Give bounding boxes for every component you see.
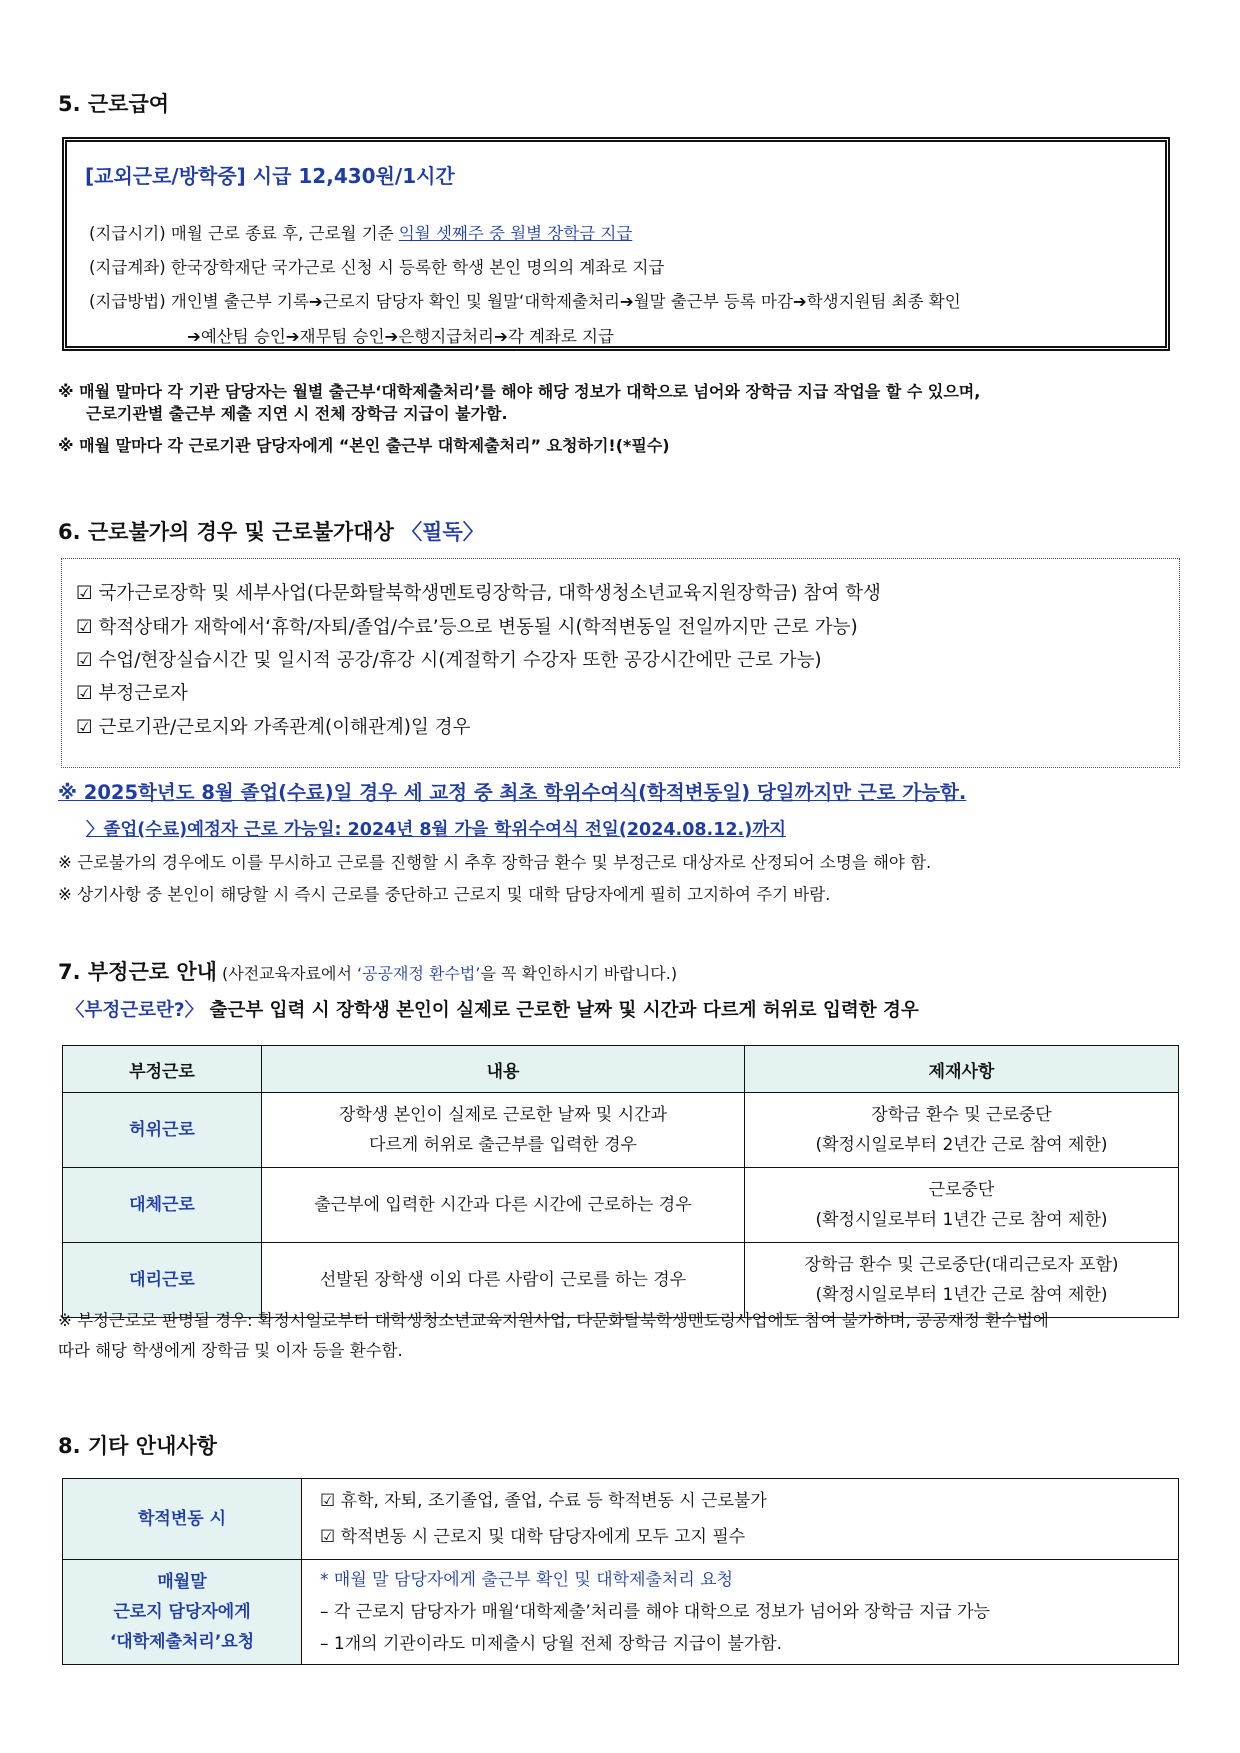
fraud-content (262, 1093, 745, 1168)
etc-key: 학적변동 시 (63, 1479, 302, 1560)
table-row (63, 1560, 1179, 1665)
pay-timing-highlight: 익월 셋째주 중 월별 장학금 지급 (398, 224, 633, 243)
ineligible-item: ☑ 수업/현장실습시간 및 일시적 공강/휴강 시(계절학기 수강자 또한 공강시간에만 근로 가능) (76, 650, 822, 671)
section-7-title (58, 956, 677, 986)
fraud-content (262, 1168, 745, 1243)
fraud-type: 대리근로 (63, 1243, 262, 1318)
fraud-sanction (745, 1168, 1179, 1243)
etc-value (302, 1560, 1179, 1665)
ineligible-item: ☑ 부정근로자 (76, 683, 188, 704)
section-7-note (222, 964, 677, 983)
col-header: 제재사항 (745, 1046, 1179, 1093)
pay-method-line: (지급방법) 개인별 출근부 기록➔근로지 담당자 확인 및 월말‘대학제출처리➔월말 출근부 등록 마감➔학생지원팀 최종 확인 (89, 292, 961, 311)
fraud-content-line: 장학생 본인이 실제로 근로한 날짜 및 시간과 (338, 1105, 668, 1125)
section-6-title (58, 516, 484, 546)
etc-key-line: 근로지 담당자에게 (113, 1602, 251, 1622)
pay-timing-text: (지급시기) 매월 근로 종료 후, 근로월 기준 (89, 224, 399, 243)
s7-note-a: ※ 부정근로로 판명될 경우: 확정시일로부터 대학생청소년교육지원사업, 다문화탈북학생멘토링사업에도 참여 불가하며, 공공재정 환수법에 (58, 1311, 1049, 1330)
section-7-title-text: 7. 부정근로 안내 (58, 960, 217, 984)
pay-info-box (62, 137, 1170, 351)
fraud-content-line: 출근부에 입력한 시간과 다른 시간에 근로하는 경우 (314, 1195, 692, 1215)
graduation-deadline: 〉졸업(수료)예정자 근로 가능일: 2024년 8월 가을 학위수여식 전일(2024.08.12.)까지 (86, 820, 786, 840)
fraud-definition (66, 996, 919, 1022)
ineligible-item: ☑ 국가근로장학 및 세부사업(다문화탈북학생멘토링장학금, 대학생청소년교육지원장학금) 참여 학생 (76, 583, 881, 604)
section-5-title: 5. 근로급여 (58, 92, 170, 116)
section-8-title: 8. 기타 안내사항 (58, 1434, 217, 1458)
etc-value-heading: * 매월 말 담당자에게 출근부 확인 및 대학제출처리 요청 (320, 1570, 734, 1590)
etc-key (63, 1560, 302, 1665)
fraud-sanction-line: (확정시일로부터 1년간 근로 참여 제한) (815, 1285, 1108, 1305)
section-7-note-post: 을 꼭 확인하시기 바랍니다.) (480, 964, 678, 983)
section-6-title-text: 6. 근로불가의 경우 및 근로불가대상 (58, 520, 394, 544)
s5-note-1b: 근로기관별 출근부 제출 지연 시 전체 장학금 지급이 불가함. (86, 404, 508, 423)
fraud-sanction-line: 장학금 환수 및 근로중단 (871, 1105, 1052, 1125)
must-read-tag: 〈필독〉 (401, 520, 484, 544)
fraud-definition-text: 출근부 입력 시 장학생 본인이 실제로 근로한 날짜 및 시간과 다르게 허위로 입력한 경우 (209, 1000, 919, 1021)
pay-account-line: (지급계좌) 한국장학재단 국가근로 신청 시 등록한 학생 본인 명의의 계좌로 지급 (89, 258, 665, 277)
fraud-sanction-line: (확정시일로부터 1년간 근로 참여 제한) (815, 1210, 1108, 1230)
fraud-sanction (745, 1243, 1179, 1318)
etc-key-line: 매월말 (157, 1572, 207, 1592)
list-item: ☑ 학적변동 시 근로지 및 대학 담당자에게 모두 고지 필수 (320, 1527, 746, 1547)
fraud-type: 대체근로 (63, 1168, 262, 1243)
fraud-type: 허위근로 (63, 1093, 262, 1168)
list-item: ☑ 휴학, 자퇴, 조기졸업, 졸업, 수료 등 학적변동 시 근로불가 (320, 1491, 767, 1511)
fraud-sanction-line: 장학금 환수 및 근로중단(대리근로자 포함) (804, 1255, 1119, 1275)
table-row (63, 1243, 1179, 1318)
s6-note-2: ※ 상기사항 중 본인이 해당할 시 즉시 근로를 중단하고 근로지 및 대학 담당자에게 필히 고지하여 주기 바람. (58, 885, 831, 904)
etc-table (62, 1478, 1179, 1665)
ineligible-list-box (61, 558, 1180, 768)
fraud-definition-tag: 〈부정근로란?〉 (66, 1000, 204, 1021)
fraud-sanction-line: 근로중단 (928, 1180, 995, 1200)
section-7-note-pre: (사전교육자료에서 (222, 964, 358, 983)
col-header: 내용 (262, 1046, 745, 1093)
etc-value (302, 1479, 1179, 1560)
s6-note-1: ※ 근로불가의 경우에도 이를 무시하고 근로를 진행할 시 추후 장학금 환수 및 부정근로 대상자로 산정되어 소명을 해야 함. (58, 853, 932, 872)
fraud-sanction-line: (확정시일로부터 2년간 근로 참여 제한) (815, 1135, 1108, 1155)
table-row (63, 1168, 1179, 1243)
ineligible-item: ☑ 근로기관/근로지와 가족관계(이해관계)일 경우 (76, 717, 471, 738)
fraud-content-line: 다르게 허위로 출근부를 입력한 경우 (369, 1135, 637, 1155)
col-header: 부정근로 (63, 1046, 262, 1093)
recovery-law-ref: ‘공공재정 환수법’ (357, 964, 481, 983)
etc-key-line: ‘대학제출처리’요청 (109, 1632, 255, 1652)
ineligible-item: ☑ 학적상태가 재학에서‘휴학/자퇴/졸업/수료’등으로 변동될 시(학적변동일 전일까지만 근로 가능) (76, 617, 858, 638)
graduation-notice: ※ 2025학년도 8월 졸업(수료)일 경우 세 교정 중 최초 학위수여식(학적변동일) 당일까지만 근로 가능함. (58, 781, 967, 804)
table-header-row (63, 1046, 1179, 1093)
pay-timing-line (89, 220, 632, 244)
s5-note-2: ※ 매월 말마다 각 근로기관 담당자에게 “본인 출근부 대학제출처리” 요청하기!(*필수) (58, 436, 670, 455)
fraud-content (262, 1243, 745, 1318)
fraud-table (62, 1045, 1179, 1318)
fraud-content-line: 선발된 장학생 이외 다른 사람이 근로를 하는 경우 (319, 1270, 687, 1290)
table-row (63, 1093, 1179, 1168)
s7-note-b: 따라 해당 학생에게 장학금 및 이자 등을 환수함. (58, 1341, 403, 1360)
s5-note-1a: ※ 매월 말마다 각 기관 담당자는 월별 출근부‘대학제출처리’를 해야 해당 정보가 대학으로 넘어와 장학금 지급 작업을 할 수 있으며, (58, 382, 981, 401)
table-row (63, 1479, 1179, 1560)
list-item: – 각 근로지 담당자가 매월‘대학제출’처리를 해야 대학으로 정보가 넘어와 장학금 지급 가능 (320, 1602, 990, 1622)
fraud-sanction (745, 1093, 1179, 1168)
pay-method-line-cont: ➔예산팀 승인➔재무팀 승인➔은행지급처리➔각 계좌로 지급 (187, 327, 614, 346)
list-item: – 1개의 기관이라도 미제출시 당월 전체 장학금 지급이 불가함. (320, 1634, 783, 1654)
pay-rate-header: [교외근로/방학중] 시급 12,430원/1시간 (85, 164, 455, 188)
